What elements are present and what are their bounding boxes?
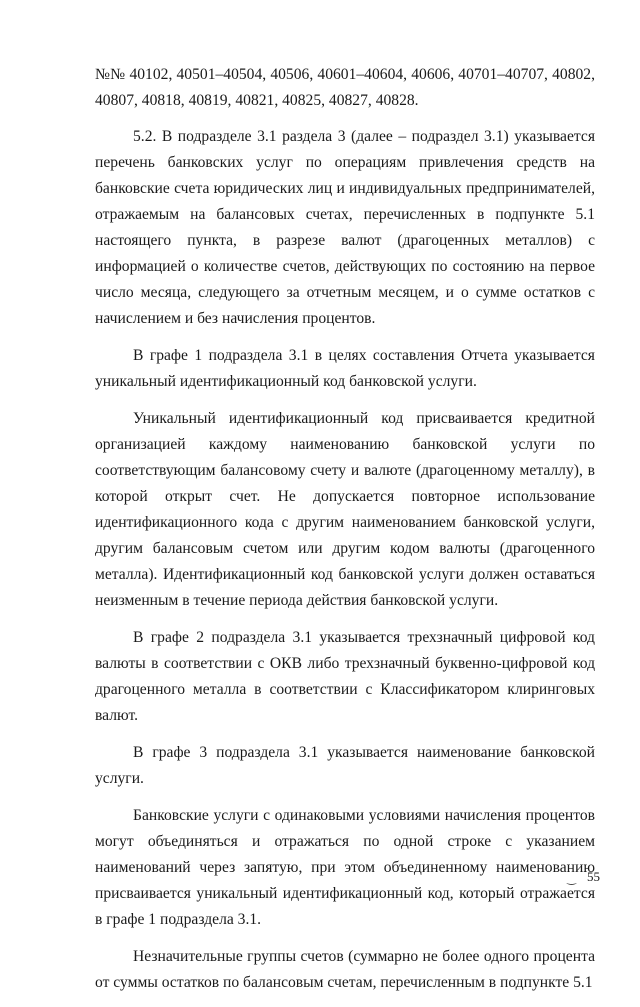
paragraph-column-3: В графе 3 подраздела 3.1 указывается наименование банковской услуги. (95, 744, 595, 787)
scan-mark: ‿ (567, 873, 576, 885)
paragraph-combined-services: Банковские услуги с одинаковыми условиями начисления процентов могут объединяться и отражаться по одной строке с указанием наименований через запятую, при этом объединенному наименованию присваивается уникальный идентификационный код, который отражается в графе 1 подраздела 3.1. (95, 807, 595, 928)
paragraph-5-2: 5.2. В подразделе 3.1 раздела 3 (далее – подраздел 3.1) указывается перечень банковских услуг по операциям привлечения средств на банковские счета юридических лиц и индивидуальных предпринимателей, отражаемым на балансовых счетах, перечисленных в подпункте 5.1 настоящего пункта, в разрезе валют (драгоценных металлов) с информацией о количестве счетов, действующих по состоянию на первое число месяца, следующего за отчетным месяцем, и о сумме остатков с начислением и без начисления процентов. (95, 128, 595, 327)
paragraph-column-2: В графе 2 подраздела 3.1 указывается трехзначный цифровой код валюты в соответствии с ОКВ либо трехзначный буквенно-цифровой код драгоценного металла в соответствии с Классификатором клиринговых валют. (95, 629, 595, 724)
paragraph-unique-code: Уникальный идентификационный код присваивается кредитной организацией каждому наименованию банковской услуги по соответствующим балансовому счету и валюте (драгоценному металлу), в которой открыт счет. Не допускается повторное использование идентификационного кода с другим наименованием банковской услуги, другим балансовым счетом или другим кодом валюты (драгоценного металла). Идентификационный код банковской услуги должен оставаться неизменным в течение периода действия банковской услуги. (95, 410, 595, 609)
body-text (95, 62, 595, 1007)
paragraph-account-list: №№ 40102, 40501–40504, 40506, 40601–40604, 40606, 40701–40707, 40802, 40807, 40818, 40819, 40821, 40825, 40827, 40828. (95, 66, 595, 109)
paragraph-column-1: В графе 1 подраздела 3.1 в целях составления Отчета указывается уникальный идентификационный код банковской услуги. (95, 347, 595, 390)
paragraph-minor-groups: Незначительные группы счетов (суммарно не более одного процента от суммы остатков по балансовым счетам, перечисленным в подпункте 5.1 (95, 948, 595, 991)
page-number: 55 (587, 869, 600, 884)
